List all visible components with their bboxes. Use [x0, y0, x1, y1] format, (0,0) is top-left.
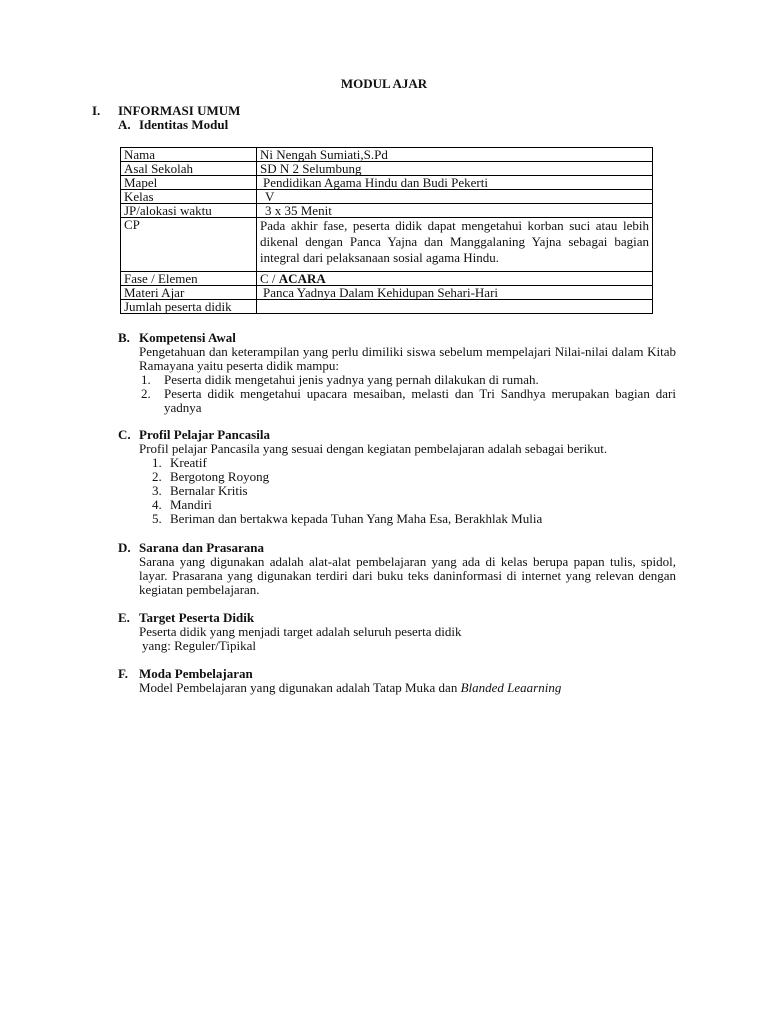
- identity-value: SD N 2 Selumbung: [257, 162, 653, 176]
- identity-key: Nama: [121, 148, 257, 162]
- list-number: 3.: [152, 483, 162, 498]
- identity-value: Panca Yadnya Dalam Kehidupan Sehari-Hari: [257, 286, 653, 300]
- list-number: 2.: [152, 469, 162, 484]
- subsection-e-line1: Peserta didik yang menjadi target adalah seluruh peserta didik: [139, 624, 462, 639]
- list-item: Kreatif: [170, 455, 207, 470]
- identity-key: Kelas: [121, 190, 257, 204]
- list-item: Peserta didik mengetahui upacara mesaiban, melasti dan Tri Sandhya merupakan bagian dari yadnya: [164, 386, 676, 415]
- list-number: 1.: [141, 372, 151, 387]
- identity-value: [257, 272, 653, 286]
- identity-key: Jumlah peserta didik: [121, 300, 257, 314]
- subsection-f-text: [139, 681, 561, 695]
- list-number: 1.: [152, 455, 162, 470]
- identity-value: Ni Nengah Sumiati,S.Pd: [257, 148, 653, 162]
- subsection-d-number: D.: [118, 540, 131, 555]
- subsection-c-title: Profil Pelajar Pancasila: [139, 427, 270, 442]
- identity-value: Pendidikan Agama Hindu dan Budi Pekerti: [257, 176, 653, 190]
- list-item: Bernalar Kritis: [170, 483, 248, 498]
- identity-value-cp: Pada akhir fase, peserta didik dapat mengetahui korban suci atau lebih dikenal dengan Panca Yajna dan Manggalaning Yajna sebagai bagian integral dari pelaksanaan sosial agama Hindu.: [257, 218, 653, 272]
- section-title: INFORMASI UMUM: [118, 103, 241, 118]
- list-item: Peserta didik mengetahui jenis yadnya yang pernah dilakukan di rumah.: [164, 372, 539, 387]
- subsection-e-number: E.: [118, 610, 130, 625]
- subsection-a-number: A.: [118, 117, 131, 132]
- identity-key: Materi Ajar: [121, 286, 257, 300]
- subsection-e-line2: yang: Reguler/Tipikal: [142, 638, 256, 653]
- subsection-f-number: F.: [118, 666, 128, 681]
- list-item: Mandiri: [170, 497, 212, 512]
- list-number: 5.: [152, 511, 162, 526]
- subsection-f-title: Moda Pembelajaran: [139, 666, 253, 681]
- list-number: 2.: [141, 386, 151, 401]
- section-number: I.: [92, 103, 101, 118]
- subsection-a-title: Identitas Modul: [139, 117, 229, 132]
- moda-text: Model Pembelajaran yang digunakan adalah Tatap Muka dan: [139, 680, 461, 695]
- subsection-e-title: Target Peserta Didik: [139, 610, 255, 625]
- fase-prefix: C /: [260, 271, 279, 286]
- identity-key: JP/alokasi waktu: [121, 204, 257, 218]
- subsection-b-number: B.: [118, 330, 130, 345]
- list-number: 4.: [152, 497, 162, 512]
- subsection-b-title: Kompetensi Awal: [139, 330, 236, 345]
- document-title: MODUL AJAR: [340, 76, 428, 91]
- subsection-c-intro: Profil pelajar Pancasila yang sesuai dengan kegiatan pembelajaran adalah sebagai berikut.: [139, 441, 608, 456]
- identity-key: Mapel: [121, 176, 257, 190]
- subsection-d-title: Sarana dan Prasarana: [139, 540, 264, 555]
- list-item: Bergotong Royong: [170, 469, 270, 484]
- identity-value: [257, 300, 653, 314]
- identity-key: CP: [121, 218, 257, 272]
- identity-key: Fase / Elemen: [121, 272, 257, 286]
- subsection-c-number: C.: [118, 427, 131, 442]
- identity-value: V: [257, 190, 653, 204]
- moda-italic-term: Blanded Leaarning: [460, 680, 562, 695]
- fase-element: ACARA: [278, 271, 326, 286]
- identity-key: Asal Sekolah: [121, 162, 257, 176]
- identity-table: [120, 147, 653, 314]
- list-item: Beriman dan bertakwa kepada Tuhan Yang Maha Esa, Berakhlak Mulia: [170, 511, 543, 526]
- subsection-b-intro: Pengetahuan dan keterampilan yang perlu dimiliki siswa sebelum mempelajari Nilai-nilai dalam Kitab Ramayana yaitu peserta didik mampu:: [139, 344, 676, 373]
- identity-value: 3 x 35 Menit: [257, 204, 653, 218]
- subsection-d-text: Sarana yang digunakan adalah alat-alat pembelajaran yang ada di kelas berupa papan tulis, spidol, layar. Prasarana yang digunakan terdiri dari buku teks daninformasi di internet yang relevan dengan kegiatan pembelajaran.: [139, 554, 676, 597]
